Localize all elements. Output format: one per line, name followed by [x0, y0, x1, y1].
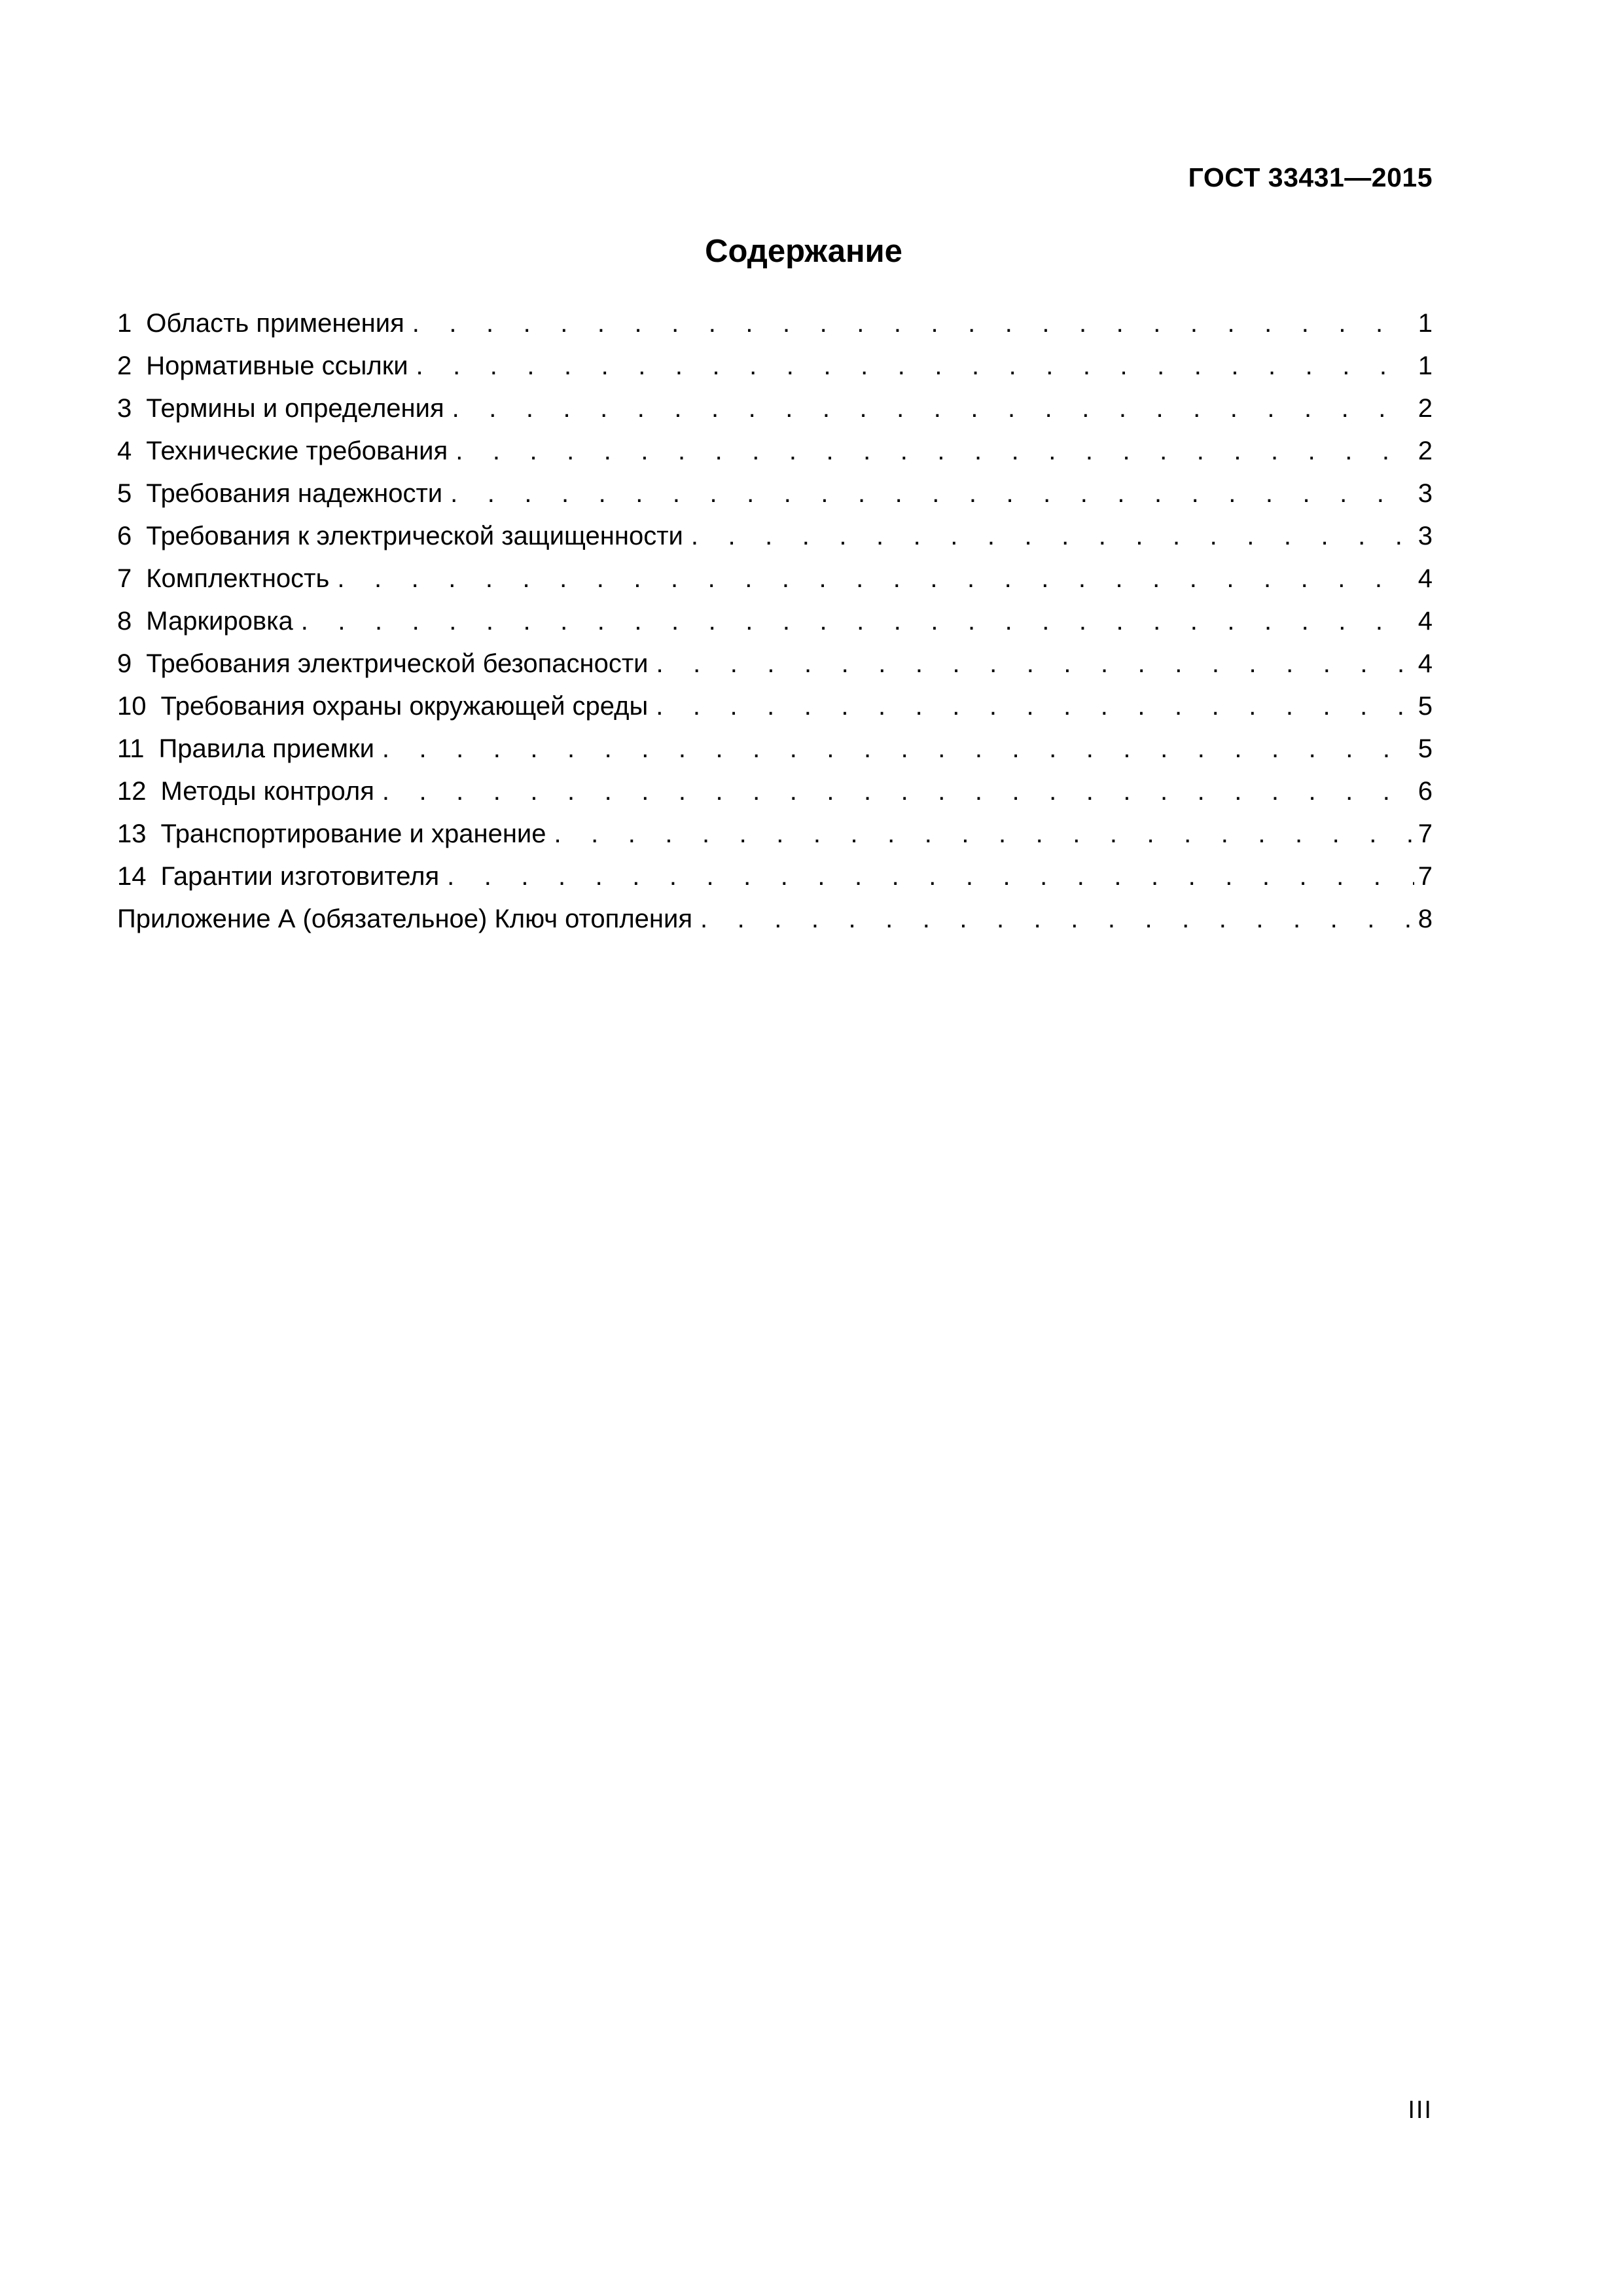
toc-dot-leader — [444, 855, 1414, 898]
toc-entry-page: 7 — [1418, 819, 1433, 848]
toc-entry-number: 13 — [117, 819, 147, 848]
toc-entry[interactable] — [117, 515, 1433, 558]
toc-entry-number: 14 — [117, 862, 147, 891]
toc-entry-number: 11 — [117, 734, 145, 763]
page-number: III — [1408, 2096, 1433, 2124]
toc-entry-title: Требования охраны окружающей среды — [160, 692, 649, 721]
toc-entry[interactable] — [117, 558, 1433, 600]
toc-entry-title: Требования надежности — [146, 479, 443, 508]
toc-entry-title: Область применения — [146, 309, 404, 338]
toc-entry-page: 4 — [1418, 607, 1433, 636]
toc-entry-page: 5 — [1418, 734, 1433, 763]
toc-entry-number: 4 — [117, 437, 132, 465]
toc-entry-title: Транспортирование и хранение — [160, 819, 546, 848]
toc-entry[interactable] — [117, 643, 1433, 685]
toc-entry-number: 7 — [117, 564, 132, 593]
toc-entry-number: 1 — [117, 309, 132, 338]
toc-entry-page: 2 — [1418, 437, 1433, 465]
toc-entry[interactable] — [117, 855, 1433, 898]
toc-dot-leader — [414, 345, 1414, 387]
toc-dot-leader — [298, 600, 1414, 643]
toc-entry-page: 1 — [1418, 309, 1433, 338]
toc-dot-leader — [450, 387, 1414, 430]
toc-entry-number: 6 — [117, 522, 132, 550]
toc-entry-title: Нормативные ссылки — [146, 351, 408, 380]
toc-entry-page: 4 — [1418, 564, 1433, 593]
toc-entry-title: Гарантии изготовителя — [160, 862, 440, 891]
toc-list — [117, 302, 1433, 941]
toc-entry-page: 2 — [1418, 394, 1433, 423]
toc-entry[interactable] — [117, 813, 1433, 855]
toc-entry-appendix[interactable] — [117, 898, 1433, 941]
toc-entry-number: 8 — [117, 607, 132, 636]
toc-entry[interactable] — [117, 728, 1433, 770]
toc-dot-leader — [653, 643, 1414, 685]
toc-entry-number: 5 — [117, 479, 132, 508]
toc-entry-page: 8 — [1418, 905, 1433, 933]
toc-entry-title: Термины и определения — [146, 394, 444, 423]
toc-entry-page: 6 — [1418, 777, 1433, 806]
toc-entry[interactable] — [117, 770, 1433, 813]
toc-dot-leader — [552, 813, 1414, 855]
toc-entry[interactable] — [117, 473, 1433, 515]
toc-entry[interactable] — [117, 345, 1433, 387]
toc-entry-title: Требования электрической безопасности — [146, 649, 649, 678]
toc-entry[interactable] — [117, 600, 1433, 643]
toc-title — [0, 233, 1623, 270]
toc-entry-title: Технические требования — [146, 437, 448, 465]
toc-dot-leader — [448, 473, 1414, 515]
toc-entry-title: Правила приемки — [158, 734, 374, 763]
toc-dot-leader — [380, 728, 1414, 770]
toc-entry[interactable] — [117, 685, 1433, 728]
toc-entry-page: 1 — [1418, 351, 1433, 380]
toc-entry-number: 9 — [117, 649, 132, 678]
toc-entry-page: 5 — [1418, 692, 1433, 721]
toc-entry-title: Требования к электрической защищенности — [146, 522, 683, 550]
toc-dot-leader — [410, 302, 1414, 345]
toc-entry-title: Маркировка — [146, 607, 293, 636]
toc-entry-number: 10 — [117, 692, 147, 721]
toc-entry-number: 12 — [117, 777, 147, 806]
toc-entry[interactable] — [117, 387, 1433, 430]
toc-entry-number: 3 — [117, 394, 132, 423]
toc-dot-leader — [334, 558, 1414, 600]
toc-title-text: Содержание — [705, 234, 902, 269]
toc-entry-page: 7 — [1418, 862, 1433, 891]
toc-dot-leader — [698, 898, 1414, 941]
toc-entry-page: 3 — [1418, 479, 1433, 508]
toc-entry-title: Приложение А (обязательное) Ключ отопления — [117, 905, 693, 933]
toc-entry-title: Методы контроля — [160, 777, 374, 806]
toc-dot-leader — [380, 770, 1414, 813]
document-code: ГОСТ 33431—2015 — [1188, 162, 1433, 192]
toc-entry[interactable] — [117, 430, 1433, 473]
toc-entry-title: Комплектность — [146, 564, 330, 593]
toc-entry-page: 3 — [1418, 522, 1433, 550]
toc-entry-number: 2 — [117, 351, 132, 380]
toc-dot-leader — [688, 515, 1414, 558]
toc-entry-page: 4 — [1418, 649, 1433, 678]
toc-dot-leader — [453, 430, 1414, 473]
toc-entry[interactable] — [117, 302, 1433, 345]
toc-dot-leader — [653, 685, 1414, 728]
